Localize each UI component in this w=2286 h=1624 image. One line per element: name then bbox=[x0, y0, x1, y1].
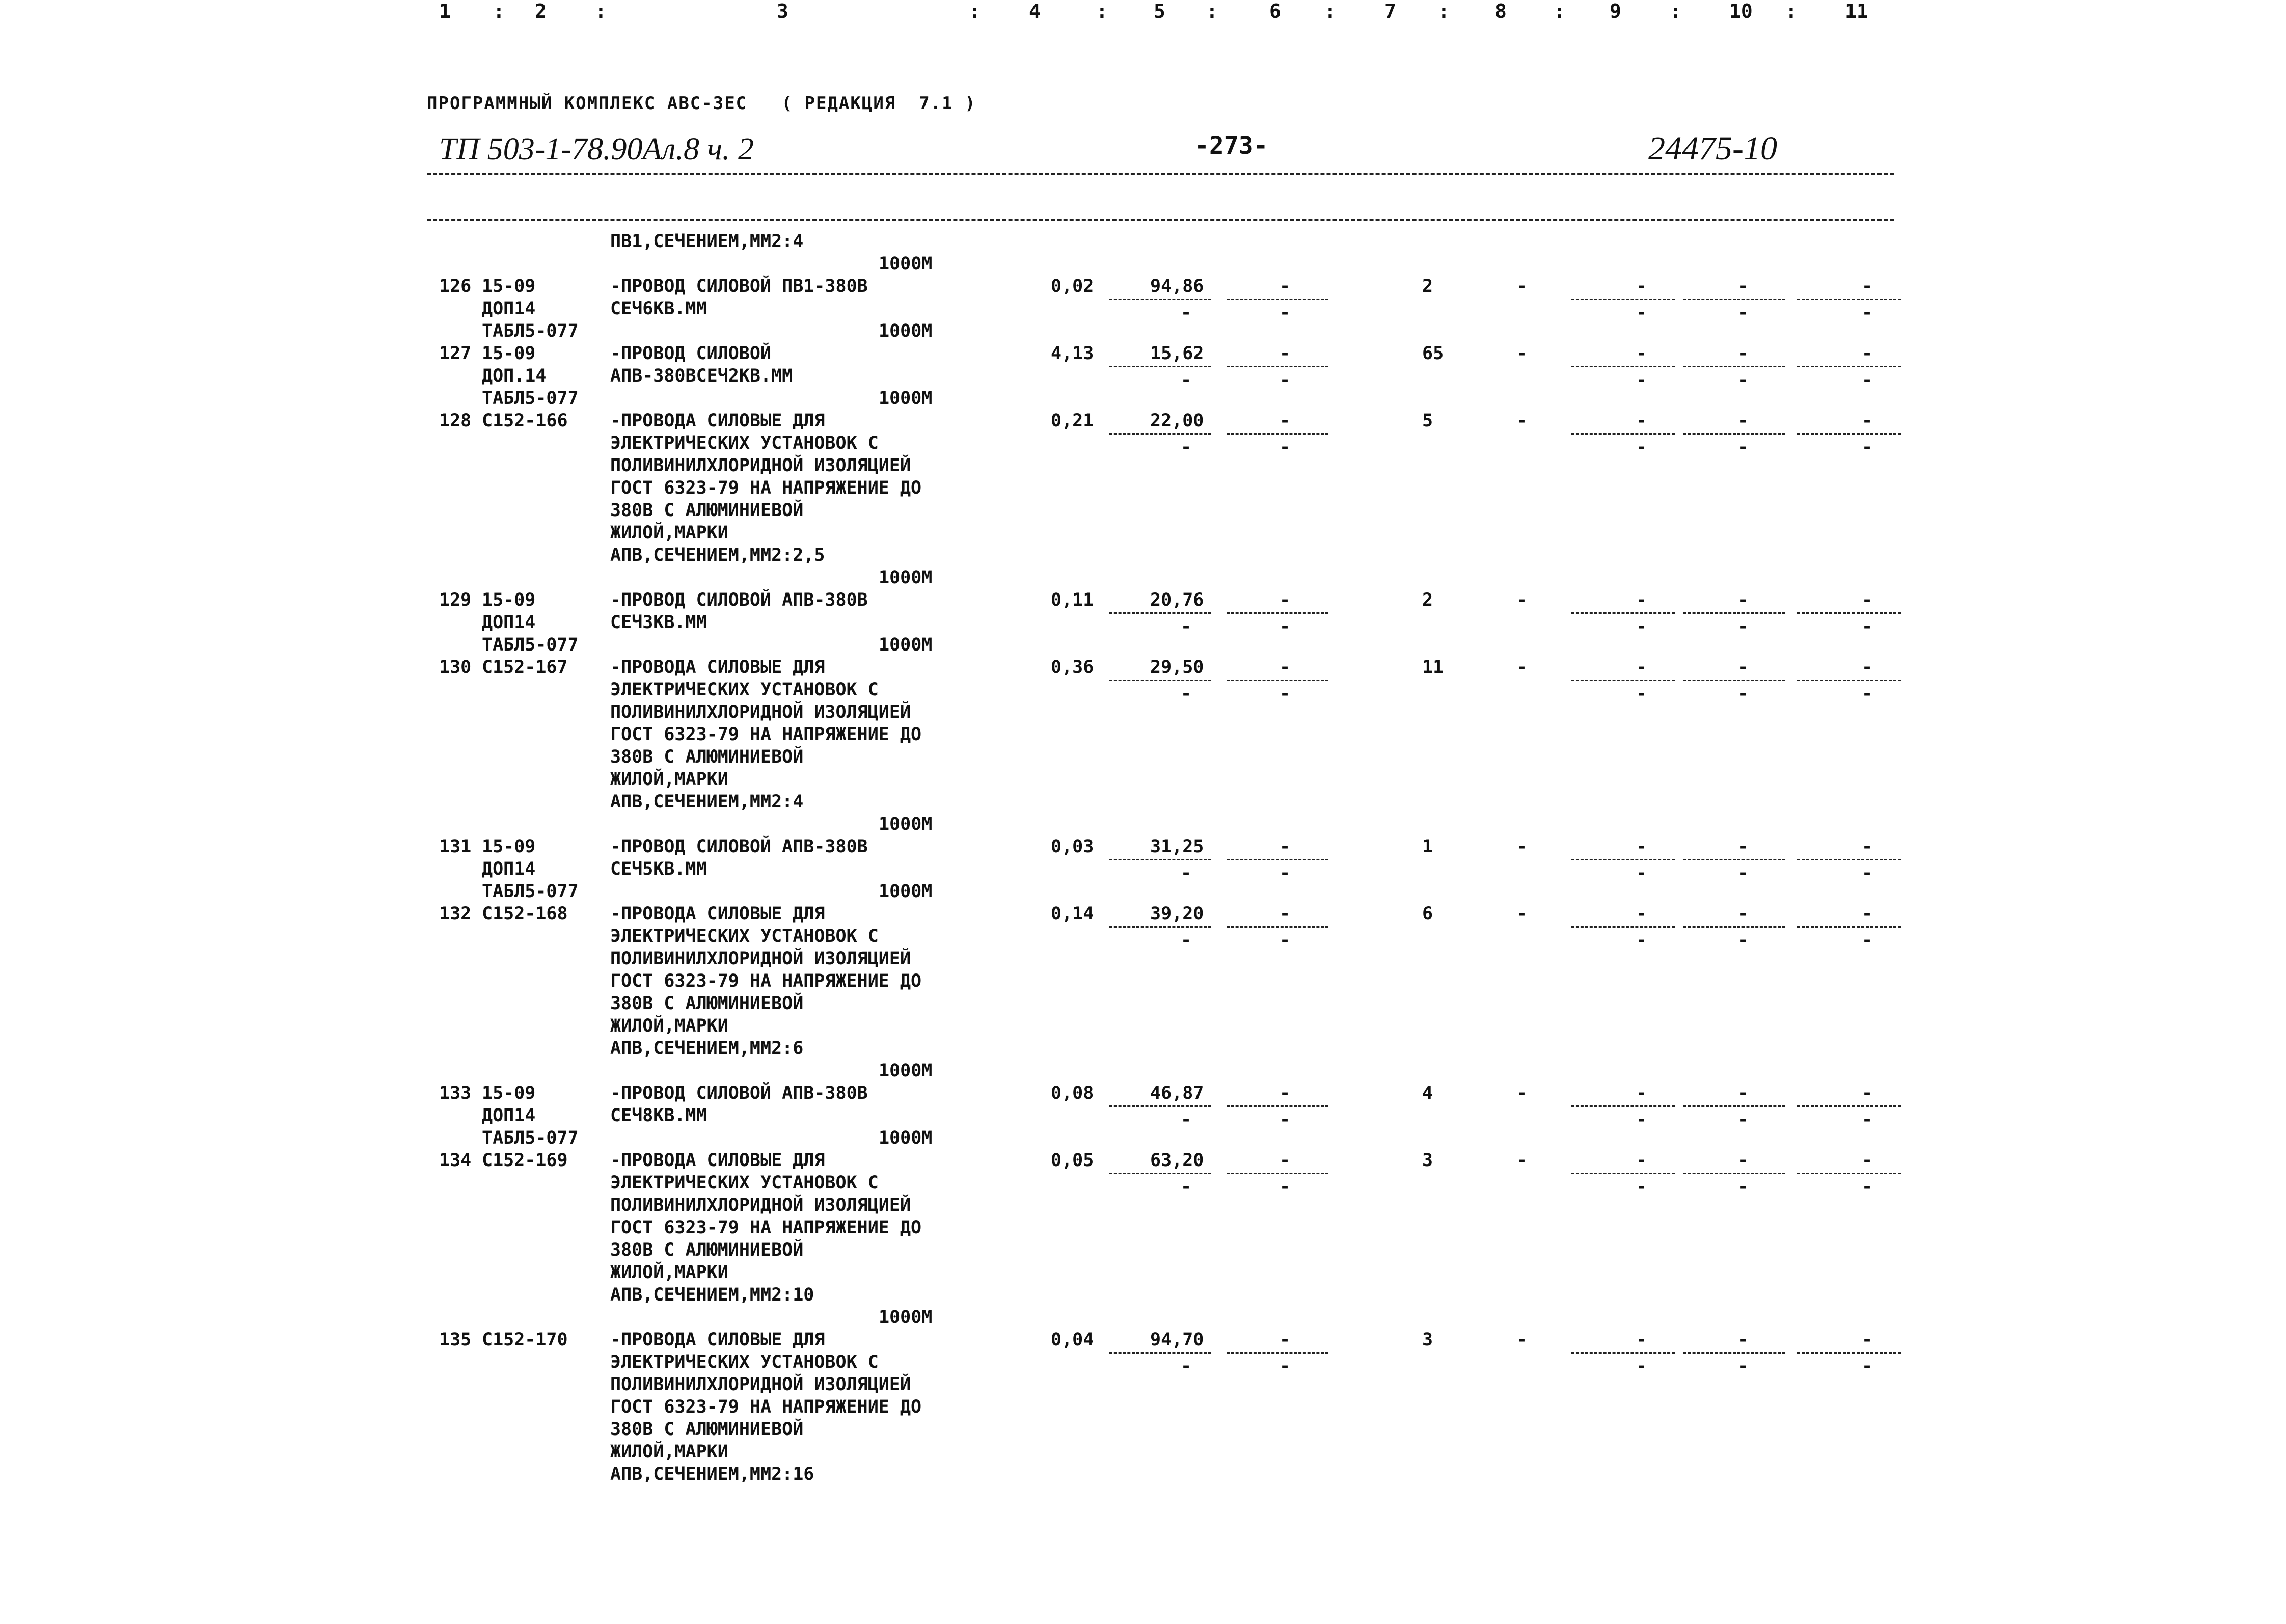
total-value: 3 bbox=[1422, 1330, 1433, 1350]
work-description: 380В С АЛЮМИНИЕВОЙ bbox=[610, 500, 804, 521]
dash-mark: - bbox=[1738, 1356, 1749, 1376]
unit-label: 1000М bbox=[879, 1307, 933, 1328]
rate-code: С152-169 bbox=[482, 1150, 568, 1171]
dash-mark: - bbox=[1516, 904, 1528, 924]
dash-mark: - bbox=[1516, 1083, 1528, 1103]
column-header-1: 1 bbox=[439, 0, 451, 22]
dash-mark: - bbox=[1738, 616, 1749, 637]
work-description: АПВ,СЕЧЕНИЕМ,ММ2:4 bbox=[610, 792, 804, 812]
work-description: -ПРОВОДА СИЛОВЫЕ ДЛЯ bbox=[610, 657, 825, 678]
quantity-value: 0,04 bbox=[1051, 1330, 1094, 1350]
work-description: -ПРОВОДА СИЛОВЫЕ ДЛЯ bbox=[610, 1330, 825, 1350]
doc-number: 24475-10 bbox=[1648, 130, 1777, 167]
rate-code: ТАБЛ5-077 bbox=[482, 881, 579, 902]
rate-code: ДОП14 bbox=[482, 299, 536, 319]
column-separator: : bbox=[1438, 0, 1450, 22]
dash-mark: - bbox=[1862, 904, 1873, 924]
rate-code: С152-168 bbox=[482, 904, 568, 924]
value-underline bbox=[1571, 1105, 1675, 1107]
dash-mark: - bbox=[1738, 1177, 1749, 1197]
value-underline bbox=[1683, 433, 1785, 435]
column-header-7: 7 bbox=[1384, 0, 1396, 22]
quantity-value: 0,03 bbox=[1051, 836, 1094, 857]
work-description: ПОЛИВИНИЛХЛОРИДНОЙ ИЗОЛЯЦИЕЙ bbox=[610, 1374, 911, 1395]
work-description: ГОСТ 6323-79 НА НАПРЯЖЕНИЕ ДО bbox=[610, 971, 922, 991]
dash-mark: - bbox=[1636, 411, 1647, 431]
work-description: ПОЛИВИНИЛХЛОРИДНОЙ ИЗОЛЯЦИЕЙ bbox=[610, 702, 911, 722]
row-number: 129 bbox=[439, 590, 472, 610]
dash-mark: - bbox=[1181, 1177, 1192, 1197]
value-underline bbox=[1227, 433, 1328, 435]
dash-mark: - bbox=[1181, 437, 1192, 457]
dash-mark: - bbox=[1862, 684, 1873, 704]
value-underline bbox=[1109, 680, 1211, 681]
unit-price-value: 20,76 bbox=[1150, 590, 1204, 610]
unit-price-value: 94,86 bbox=[1150, 276, 1204, 296]
value-underline bbox=[1797, 299, 1901, 300]
dash-mark: - bbox=[1181, 1109, 1192, 1130]
work-description: ЖИЛОЙ,МАРКИ bbox=[610, 769, 728, 790]
quantity-value: 0,36 bbox=[1051, 657, 1094, 678]
value-underline bbox=[1683, 859, 1785, 860]
column-separator: : bbox=[1670, 0, 1681, 22]
rate-code: ТАБЛ5-077 bbox=[482, 321, 579, 341]
rate-code: ТАБЛ5-077 bbox=[482, 635, 579, 655]
value-underline bbox=[1797, 366, 1901, 367]
work-description: ПОЛИВИНИЛХЛОРИДНОЙ ИЗОЛЯЦИЕЙ bbox=[610, 455, 911, 476]
dash-mark: - bbox=[1636, 1083, 1647, 1103]
row-number: 126 bbox=[439, 276, 472, 296]
column-header-5: 5 bbox=[1154, 0, 1165, 22]
work-description: АПВ-380ВСЕЧ2КВ.ММ bbox=[610, 366, 793, 386]
value-underline bbox=[1109, 1105, 1211, 1107]
dash-mark: - bbox=[1862, 1356, 1873, 1376]
unit-price-value: 39,20 bbox=[1150, 904, 1204, 924]
dash-mark: - bbox=[1738, 684, 1749, 704]
dash-mark: - bbox=[1636, 343, 1647, 364]
work-description: ГОСТ 6323-79 НА НАПРЯЖЕНИЕ ДО bbox=[610, 1397, 922, 1417]
rate-code: ДОП14 bbox=[482, 612, 536, 633]
value-underline bbox=[1227, 1352, 1328, 1354]
value-underline bbox=[1227, 859, 1328, 860]
doc-code: ТП 503-1-78.90Ал.8 ч. 2 bbox=[439, 132, 754, 167]
dash-mark: - bbox=[1862, 437, 1873, 457]
work-description: -ПРОВОД СИЛОВОЙ ПВ1-380В bbox=[610, 276, 868, 296]
value-underline bbox=[1571, 433, 1675, 435]
total-value: 2 bbox=[1422, 590, 1433, 610]
rate-code: ТАБЛ5-077 bbox=[482, 1128, 579, 1148]
value-underline bbox=[1227, 366, 1328, 367]
dash-mark: - bbox=[1636, 657, 1647, 678]
dash-mark: - bbox=[1636, 930, 1647, 951]
value-underline bbox=[1797, 859, 1901, 860]
value-underline bbox=[1797, 612, 1901, 614]
dash-mark: - bbox=[1280, 1109, 1291, 1130]
dash-mark: - bbox=[1516, 1330, 1528, 1350]
header-top-rule bbox=[427, 173, 1894, 175]
dash-mark: - bbox=[1280, 590, 1291, 610]
value-underline bbox=[1683, 1173, 1785, 1174]
dash-mark: - bbox=[1280, 1150, 1291, 1171]
unit-price-value: 31,25 bbox=[1150, 836, 1204, 857]
header-bottom-rule bbox=[427, 219, 1894, 221]
dash-mark: - bbox=[1636, 303, 1647, 323]
value-underline bbox=[1797, 926, 1901, 928]
value-underline bbox=[1571, 680, 1675, 681]
value-underline bbox=[1227, 680, 1328, 681]
unit-label: 1000М bbox=[879, 321, 933, 341]
unit-price-value: 94,70 bbox=[1150, 1330, 1204, 1350]
continuation-text: ПВ1,СЕЧЕНИЕМ,ММ2:4 bbox=[610, 231, 804, 252]
dash-mark: - bbox=[1738, 1109, 1749, 1130]
work-description: 380В С АЛЮМИНИЕВОЙ bbox=[610, 993, 804, 1014]
row-number: 134 bbox=[439, 1150, 472, 1171]
dash-mark: - bbox=[1636, 904, 1647, 924]
quantity-value: 0,02 bbox=[1051, 276, 1094, 296]
value-underline bbox=[1109, 1352, 1211, 1354]
dash-mark: - bbox=[1636, 437, 1647, 457]
dash-mark: - bbox=[1280, 684, 1291, 704]
rate-code: ДОП14 bbox=[482, 1105, 536, 1126]
quantity-value: 0,21 bbox=[1051, 411, 1094, 431]
value-underline bbox=[1571, 1352, 1675, 1354]
work-description: ГОСТ 6323-79 НА НАПРЯЖЕНИЕ ДО bbox=[610, 724, 922, 745]
unit-label: 1000М bbox=[879, 881, 933, 902]
work-description: СЕЧ3КВ.ММ bbox=[610, 612, 707, 633]
row-number: 135 bbox=[439, 1330, 472, 1350]
work-description: АПВ,СЕЧЕНИЕМ,ММ2:10 bbox=[610, 1285, 814, 1305]
dash-mark: - bbox=[1181, 684, 1192, 704]
dash-mark: - bbox=[1862, 657, 1873, 678]
dash-mark: - bbox=[1280, 370, 1291, 390]
work-description: ЖИЛОЙ,МАРКИ bbox=[610, 523, 728, 543]
column-separator: : bbox=[493, 0, 505, 22]
work-description: ГОСТ 6323-79 НА НАПРЯЖЕНИЕ ДО bbox=[610, 1217, 922, 1238]
dash-mark: - bbox=[1181, 863, 1192, 883]
quantity-value: 0,14 bbox=[1051, 904, 1094, 924]
value-underline bbox=[1797, 433, 1901, 435]
dash-mark: - bbox=[1280, 437, 1291, 457]
dash-mark: - bbox=[1280, 1083, 1291, 1103]
dash-mark: - bbox=[1636, 1150, 1647, 1171]
dash-mark: - bbox=[1862, 303, 1873, 323]
dash-mark: - bbox=[1181, 1356, 1192, 1376]
dash-mark: - bbox=[1862, 616, 1873, 637]
dash-mark: - bbox=[1738, 303, 1749, 323]
work-description: -ПРОВОД СИЛОВОЙ АПВ-380В bbox=[610, 1083, 868, 1103]
value-underline bbox=[1109, 433, 1211, 435]
row-number: 128 bbox=[439, 411, 472, 431]
dash-mark: - bbox=[1280, 1177, 1291, 1197]
unit-price-value: 46,87 bbox=[1150, 1083, 1204, 1103]
column-header-2: 2 bbox=[535, 0, 547, 22]
quantity-value: 4,13 bbox=[1051, 343, 1094, 364]
total-value: 11 bbox=[1422, 657, 1444, 678]
dash-mark: - bbox=[1738, 657, 1749, 678]
rate-code: С152-166 bbox=[482, 411, 568, 431]
value-underline bbox=[1683, 612, 1785, 614]
total-value: 5 bbox=[1422, 411, 1433, 431]
dash-mark: - bbox=[1516, 411, 1528, 431]
value-underline bbox=[1683, 366, 1785, 367]
dash-mark: - bbox=[1862, 863, 1873, 883]
row-number: 130 bbox=[439, 657, 472, 678]
dash-mark: - bbox=[1738, 1330, 1749, 1350]
column-header-8: 8 bbox=[1495, 0, 1507, 22]
work-description: ЭЛЕКТРИЧЕСКИХ УСТАНОВОК С bbox=[610, 433, 879, 453]
row-number: 131 bbox=[439, 836, 472, 857]
unit-price-value: 15,62 bbox=[1150, 343, 1204, 364]
dash-mark: - bbox=[1280, 343, 1291, 364]
dash-mark: - bbox=[1636, 684, 1647, 704]
dash-mark: - bbox=[1862, 1150, 1873, 1171]
dash-mark: - bbox=[1280, 616, 1291, 637]
quantity-value: 0,05 bbox=[1051, 1150, 1094, 1171]
row-number: 127 bbox=[439, 343, 472, 364]
work-description: 380В С АЛЮМИНИЕВОЙ bbox=[610, 1240, 804, 1260]
dash-mark: - bbox=[1181, 303, 1192, 323]
value-underline bbox=[1571, 299, 1675, 300]
row-number: 132 bbox=[439, 904, 472, 924]
dash-mark: - bbox=[1862, 276, 1873, 296]
column-header-10: 10 bbox=[1729, 0, 1753, 22]
value-underline bbox=[1571, 926, 1675, 928]
dash-mark: - bbox=[1862, 370, 1873, 390]
dash-mark: - bbox=[1738, 904, 1749, 924]
rate-code: ТАБЛ5-077 bbox=[482, 388, 579, 409]
work-description: ЭЛЕКТРИЧЕСКИХ УСТАНОВОК С bbox=[610, 1352, 879, 1372]
dash-mark: - bbox=[1636, 370, 1647, 390]
value-underline bbox=[1797, 1105, 1901, 1107]
column-separator: : bbox=[969, 0, 981, 22]
dash-mark: - bbox=[1280, 411, 1291, 431]
dash-mark: - bbox=[1738, 1083, 1749, 1103]
value-underline bbox=[1109, 859, 1211, 860]
unit-label: 1000М bbox=[879, 814, 933, 834]
work-description: ЭЛЕКТРИЧЕСКИХ УСТАНОВОК С bbox=[610, 926, 879, 946]
dash-mark: - bbox=[1738, 370, 1749, 390]
work-description: ПОЛИВИНИЛХЛОРИДНОЙ ИЗОЛЯЦИЕЙ bbox=[610, 949, 911, 969]
work-description: -ПРОВОД СИЛОВОЙ bbox=[610, 343, 772, 364]
work-description: СЕЧ6КВ.ММ bbox=[610, 299, 707, 319]
work-description: СЕЧ5КВ.ММ bbox=[610, 859, 707, 879]
dash-mark: - bbox=[1280, 904, 1291, 924]
dash-mark: - bbox=[1862, 1177, 1873, 1197]
column-header-11: 11 bbox=[1845, 0, 1868, 22]
value-underline bbox=[1109, 612, 1211, 614]
dash-mark: - bbox=[1862, 1083, 1873, 1103]
value-underline bbox=[1109, 1173, 1211, 1174]
value-underline bbox=[1571, 612, 1675, 614]
total-value: 1 bbox=[1422, 836, 1433, 857]
dash-mark: - bbox=[1516, 836, 1528, 857]
dash-mark: - bbox=[1862, 411, 1873, 431]
dash-mark: - bbox=[1738, 836, 1749, 857]
column-separator: : bbox=[1554, 0, 1565, 22]
dash-mark: - bbox=[1280, 303, 1291, 323]
work-description: 380В С АЛЮМИНИЕВОЙ bbox=[610, 1419, 804, 1440]
unit-price-value: 22,00 bbox=[1150, 411, 1204, 431]
value-underline bbox=[1227, 926, 1328, 928]
work-description: -ПРОВОД СИЛОВОЙ АПВ-380В bbox=[610, 590, 868, 610]
value-underline bbox=[1227, 1173, 1328, 1174]
dash-mark: - bbox=[1636, 1177, 1647, 1197]
unit-price-value: 29,50 bbox=[1150, 657, 1204, 678]
value-underline bbox=[1571, 366, 1675, 367]
dash-mark: - bbox=[1738, 276, 1749, 296]
value-underline bbox=[1683, 680, 1785, 681]
rate-code: 15-09 bbox=[482, 276, 536, 296]
rate-code: 15-09 bbox=[482, 1083, 536, 1103]
dash-mark: - bbox=[1636, 616, 1647, 637]
dash-mark: - bbox=[1636, 1356, 1647, 1376]
column-separator: : bbox=[595, 0, 607, 22]
dash-mark: - bbox=[1636, 836, 1647, 857]
rate-code: С152-167 bbox=[482, 657, 568, 678]
dash-mark: - bbox=[1738, 930, 1749, 951]
value-underline bbox=[1571, 859, 1675, 860]
unit-label: 1000М bbox=[879, 1061, 933, 1081]
rate-code: ДОП14 bbox=[482, 859, 536, 879]
column-header-9: 9 bbox=[1610, 0, 1621, 22]
column-separator: : bbox=[1785, 0, 1797, 22]
work-description: АПВ,СЕЧЕНИЕМ,ММ2:16 bbox=[610, 1464, 814, 1484]
dash-mark: - bbox=[1738, 437, 1749, 457]
unit-label: 1000М bbox=[879, 254, 933, 274]
dash-mark: - bbox=[1516, 590, 1528, 610]
column-separator: : bbox=[1096, 0, 1108, 22]
column-header-6: 6 bbox=[1269, 0, 1281, 22]
value-underline bbox=[1227, 1105, 1328, 1107]
dash-mark: - bbox=[1738, 343, 1749, 364]
dash-mark: - bbox=[1636, 1330, 1647, 1350]
dash-mark: - bbox=[1738, 863, 1749, 883]
work-description: ЖИЛОЙ,МАРКИ bbox=[610, 1262, 728, 1283]
value-underline bbox=[1683, 1352, 1785, 1354]
dash-mark: - bbox=[1862, 1109, 1873, 1130]
total-value: 6 bbox=[1422, 904, 1433, 924]
value-underline bbox=[1683, 299, 1785, 300]
value-underline bbox=[1683, 926, 1785, 928]
work-description: -ПРОВОДА СИЛОВЫЕ ДЛЯ bbox=[610, 411, 825, 431]
rate-code: ДОП.14 bbox=[482, 366, 547, 386]
work-description: ЖИЛОЙ,МАРКИ bbox=[610, 1016, 728, 1036]
value-underline bbox=[1683, 1105, 1785, 1107]
rate-code: 15-09 bbox=[482, 590, 536, 610]
dash-mark: - bbox=[1181, 370, 1192, 390]
dash-mark: - bbox=[1516, 1150, 1528, 1171]
unit-label: 1000М bbox=[879, 567, 933, 588]
total-value: 65 bbox=[1422, 343, 1444, 364]
work-description: -ПРОВОДА СИЛОВЫЕ ДЛЯ bbox=[610, 1150, 825, 1171]
total-value: 2 bbox=[1422, 276, 1433, 296]
dash-mark: - bbox=[1862, 343, 1873, 364]
dash-mark: - bbox=[1862, 1330, 1873, 1350]
value-underline bbox=[1227, 299, 1328, 300]
column-header-3: 3 bbox=[777, 0, 788, 22]
dash-mark: - bbox=[1280, 1356, 1291, 1376]
dash-mark: - bbox=[1280, 1330, 1291, 1350]
dash-mark: - bbox=[1738, 411, 1749, 431]
dash-mark: - bbox=[1516, 657, 1528, 678]
column-separator: : bbox=[1324, 0, 1336, 22]
dash-mark: - bbox=[1280, 276, 1291, 296]
column-header-4: 4 bbox=[1029, 0, 1041, 22]
work-description: СЕЧ8КВ.ММ bbox=[610, 1105, 707, 1126]
work-description: АПВ,СЕЧЕНИЕМ,ММ2:6 bbox=[610, 1038, 804, 1059]
total-value: 4 bbox=[1422, 1083, 1433, 1103]
dash-mark: - bbox=[1636, 590, 1647, 610]
work-description: ЭЛЕКТРИЧЕСКИХ УСТАНОВОК С bbox=[610, 1173, 879, 1193]
value-underline bbox=[1109, 299, 1211, 300]
dash-mark: - bbox=[1280, 836, 1291, 857]
dash-mark: - bbox=[1181, 930, 1192, 951]
value-underline bbox=[1571, 1173, 1675, 1174]
work-description: ГОСТ 6323-79 НА НАПРЯЖЕНИЕ ДО bbox=[610, 478, 922, 498]
work-description: -ПРОВОДА СИЛОВЫЕ ДЛЯ bbox=[610, 904, 825, 924]
dash-mark: - bbox=[1636, 1109, 1647, 1130]
dash-mark: - bbox=[1862, 930, 1873, 951]
column-separator: : bbox=[1206, 0, 1218, 22]
dash-mark: - bbox=[1280, 930, 1291, 951]
unit-label: 1000М bbox=[879, 388, 933, 409]
dash-mark: - bbox=[1636, 276, 1647, 296]
unit-label: 1000М bbox=[879, 635, 933, 655]
dash-mark: - bbox=[1862, 590, 1873, 610]
dash-mark: - bbox=[1280, 863, 1291, 883]
dash-mark: - bbox=[1738, 590, 1749, 610]
rate-code: 15-09 bbox=[482, 836, 536, 857]
work-description: ПОЛИВИНИЛХЛОРИДНОЙ ИЗОЛЯЦИЕЙ bbox=[610, 1195, 911, 1215]
dash-mark: - bbox=[1862, 836, 1873, 857]
dash-mark: - bbox=[1181, 616, 1192, 637]
dash-mark: - bbox=[1516, 343, 1528, 364]
dash-mark: - bbox=[1636, 863, 1647, 883]
dash-mark: - bbox=[1280, 657, 1291, 678]
value-underline bbox=[1797, 1352, 1901, 1354]
work-description: -ПРОВОД СИЛОВОЙ АПВ-380В bbox=[610, 836, 868, 857]
work-description: ЭЛЕКТРИЧЕСКИХ УСТАНОВОК С bbox=[610, 680, 879, 700]
quantity-value: 0,11 bbox=[1051, 590, 1094, 610]
dash-mark: - bbox=[1738, 1150, 1749, 1171]
page-number: -273- bbox=[1194, 131, 1268, 160]
value-underline bbox=[1227, 612, 1328, 614]
work-description: 380В С АЛЮМИНИЕВОЙ bbox=[610, 747, 804, 767]
unit-label: 1000М bbox=[879, 1128, 933, 1148]
total-value: 3 bbox=[1422, 1150, 1433, 1171]
dash-mark: - bbox=[1516, 276, 1528, 296]
value-underline bbox=[1109, 366, 1211, 367]
row-number: 133 bbox=[439, 1083, 472, 1103]
value-underline bbox=[1109, 926, 1211, 928]
rate-code: 15-09 bbox=[482, 343, 536, 364]
value-underline bbox=[1797, 680, 1901, 681]
rate-code: С152-170 bbox=[482, 1330, 568, 1350]
quantity-value: 0,08 bbox=[1051, 1083, 1094, 1103]
program-line: ПРОГРАММНЫЙ КОМПЛЕКС АВС-3ЕС ( РЕДАКЦИЯ 7.1 ) bbox=[427, 93, 976, 114]
value-underline bbox=[1797, 1173, 1901, 1174]
work-description: ЖИЛОЙ,МАРКИ bbox=[610, 1442, 728, 1462]
work-description: АПВ,СЕЧЕНИЕМ,ММ2:2,5 bbox=[610, 545, 825, 565]
unit-price-value: 63,20 bbox=[1150, 1150, 1204, 1171]
